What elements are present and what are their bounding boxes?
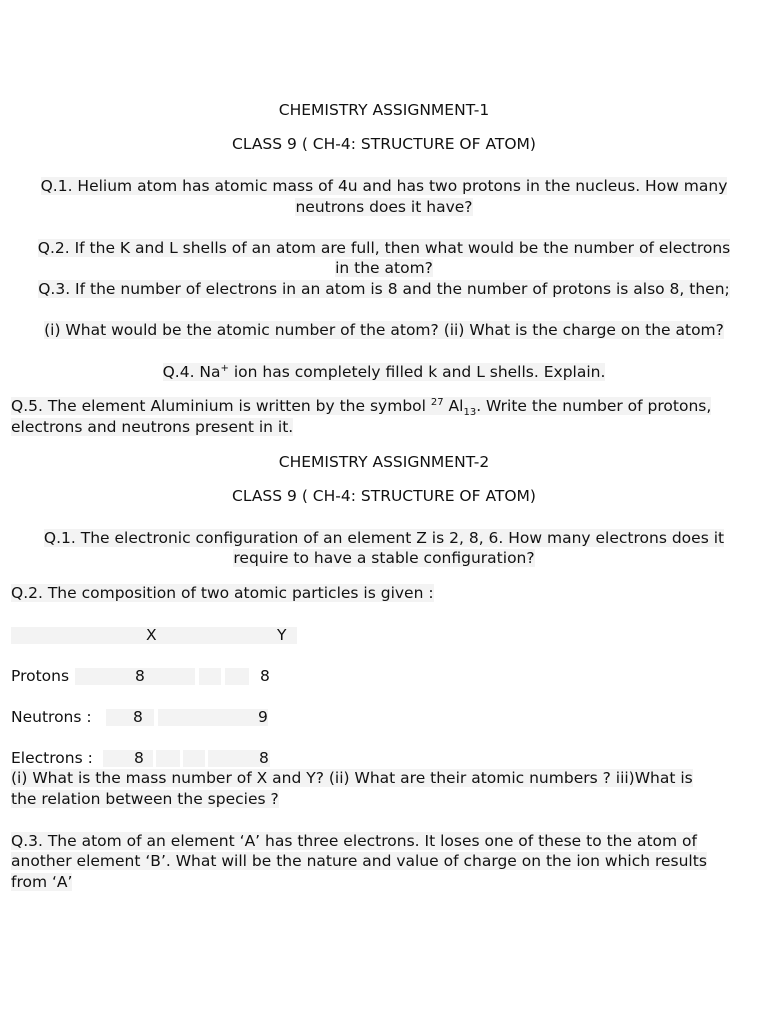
assignment-2-title: CHEMISTRY ASSIGNMENT-2	[278, 453, 490, 471]
a2-q3-line2: another element ‘B’. What will be the nature and value of charge on the ion which results	[11, 852, 707, 870]
assignment-2-class-line: CLASS 9 ( CH-4: STRUCTURE OF ATOM)	[232, 487, 536, 505]
table-row-band	[103, 750, 153, 767]
a2-q2-intro: Q.2. The composition of two atomic particles is given :	[11, 584, 434, 602]
table-row-band	[158, 709, 268, 726]
table-row-band	[106, 709, 154, 726]
a1-q2-line1: Q.2. If the K and L shells of an atom are full, then what would be the number of electrons	[37, 239, 731, 257]
table-row-label: Electrons :	[11, 749, 93, 767]
a2-q3-line3: from ‘A’	[11, 873, 73, 891]
a2-q1-line1: Q.1. The electronic configuration of an element Z is 2, 8, 6. How many electrons does it	[43, 529, 725, 547]
a2-q2-question-line1: (i) What is the mass number of X and Y? (ii) What are their atomic numbers ? iii)What is	[11, 769, 693, 787]
a1-q3-line2: (i) What would be the atomic number of the atom? (ii) What is the charge on the atom?	[44, 321, 724, 339]
a1-q5-line2: electrons and neutrons present in it.	[11, 418, 294, 436]
table-cell-x: 8	[133, 708, 143, 726]
table-row-band	[225, 668, 249, 685]
table-cell-y: 9	[258, 708, 268, 726]
a1-q4: Q.4. Na+ ion has completely filled k and L shells. Explain.	[162, 362, 606, 381]
table-cell-y: 8	[260, 667, 270, 685]
a2-q2-question-line2: the relation between the species ?	[11, 790, 279, 808]
table-row-label: Neutrons :	[11, 708, 92, 726]
a1-q1-line1: Q.1. Helium atom has atomic mass of 4u and has two protons in the nucleus. How many	[40, 177, 728, 195]
a2-q1-line2: require to have a stable configuration?	[233, 549, 535, 567]
a1-q5-line1: Q.5. The element Aluminium is written by the symbol $^{27}$ $Al_{13}$. Write the number of protons,	[11, 396, 712, 419]
table-row-band	[183, 750, 205, 767]
table-row-band	[199, 668, 221, 685]
table-cell-x: 8	[134, 749, 144, 767]
assignment-1-title: CHEMISTRY ASSIGNMENT-1	[278, 101, 490, 119]
a1-q3-line1: Q.3. If the number of electrons in an atom is 8 and the number of protons is also 8, then;	[38, 280, 730, 298]
a1-q2-line2: in the atom?	[335, 259, 433, 277]
table-col-y: Y	[277, 626, 287, 644]
table-cell-y: 8	[259, 749, 269, 767]
table-row-band	[156, 750, 180, 767]
a2-q3-line1: Q.3. The atom of an element ‘A’ has three electrons. It loses one of these to the atom of	[11, 832, 697, 850]
table-row-label: Protons	[11, 667, 70, 685]
assignment-1-class-line: CLASS 9 ( CH-4: STRUCTURE OF ATOM)	[232, 135, 536, 153]
table-col-x: X	[146, 626, 157, 644]
a1-q1-line2: neutrons does it have?	[295, 198, 473, 216]
table-cell-x: 8	[135, 667, 145, 685]
